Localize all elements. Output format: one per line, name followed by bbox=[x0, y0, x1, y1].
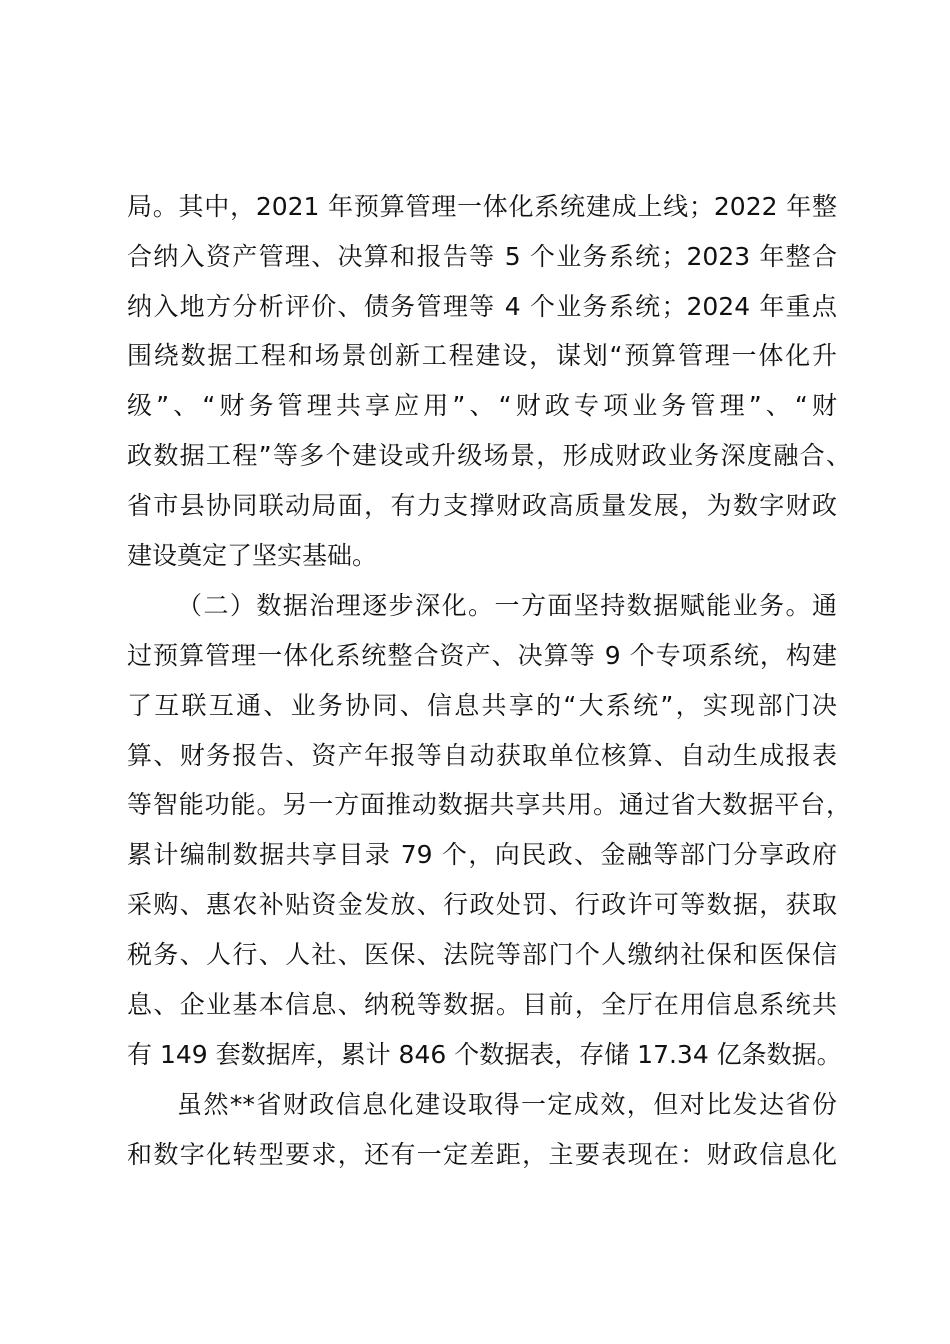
body-text-line: 了互联互通、业务协同、信息共享的“大系统”，实现部门决 bbox=[127, 691, 837, 720]
body-text-line: 采购、惠农补贴资金发放、行政处罚、行政许可等数据，获取 bbox=[127, 890, 837, 919]
body-text-line: 算、财务报告、资产年报等自动获取单位核算、自动生成报表 bbox=[127, 741, 837, 770]
body-text-line: 级”、“财务管理共享应用”、“财政专项业务管理”、“财 bbox=[127, 391, 837, 420]
body-text-line: 累计编制数据共享目录 79 个，向民政、金融等部门分享政府 bbox=[127, 840, 837, 869]
body-text-line: 等智能功能。另一方面推动数据共享共用。通过省大数据平台， bbox=[127, 790, 851, 819]
body-text-line: 合纳入资产管理、决算和报告等 5 个业务系统；2023 年整合 bbox=[127, 242, 837, 271]
body-text-line: 政数据工程”等多个建设或升级场景，形成财政业务深度融合、 bbox=[127, 441, 851, 470]
body-text-line: 建设奠定了坚实基础。 bbox=[127, 541, 378, 570]
body-text-line: 省市县协同联动局面，有力支撑财政高质量发展，为数字财政 bbox=[127, 491, 837, 520]
body-text-line: 局。其中，2021 年预算管理一体化系统建成上线；2022 年整 bbox=[127, 192, 837, 221]
body-text-line: 虽然**省财政信息化建设取得一定成效，但对比发达省份 bbox=[177, 1090, 837, 1119]
body-text-line: 过预算管理一体化系统整合资产、决算等 9 个专项系统，构建 bbox=[127, 641, 837, 670]
body-text-line: 纳入地方分析评价、债务管理等 4 个业务系统；2024 年重点 bbox=[127, 292, 837, 321]
body-text-line: 有 149 套数据库，累计 846 个数据表，存储 17.34 亿条数据。 bbox=[127, 1040, 842, 1069]
body-text-line: 息、企业基本信息、纳税等数据。目前，全厅在用信息系统共 bbox=[127, 990, 837, 1019]
section-heading-line: （二）数据治理逐步深化。一方面坚持数据赋能业务。通 bbox=[177, 591, 837, 620]
body-text-line: 和数字化转型要求，还有一定差距，主要表现在：财政信息化 bbox=[127, 1140, 837, 1169]
body-text-line: 围绕数据工程和场景创新工程建设，谋划“预算管理一体化升 bbox=[127, 341, 837, 370]
body-text-line: 税务、人行、人社、医保、法院等部门个人缴纳社保和医保信 bbox=[127, 940, 837, 969]
